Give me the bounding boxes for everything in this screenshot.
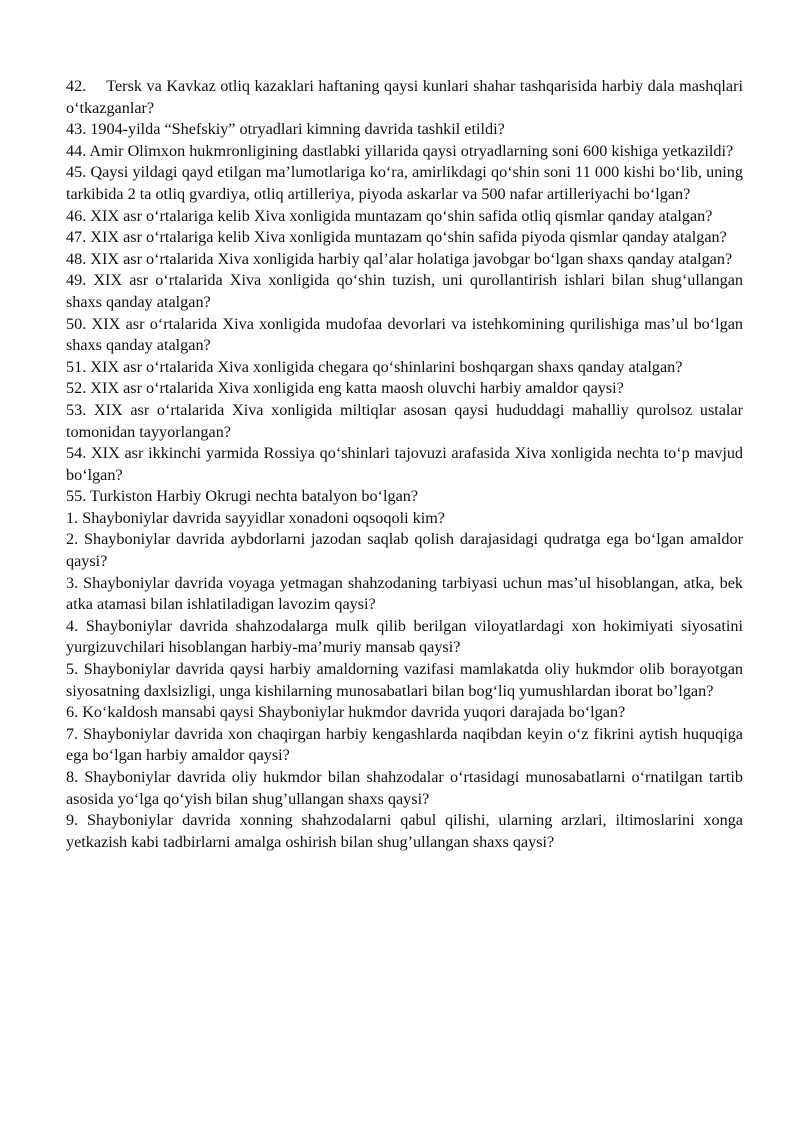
question-43 (66, 119, 743, 141)
question-51 (66, 357, 743, 379)
question-text: Shayboniylar davrida qaysi harbiy amaldorning vazifasi mamlakatda oliy hukmdor olib borayotgan siyosatning daxlsizligi, unga kishilarning munosabatlari bilan bogʻliq yumushlardan iborat boʼlgan? (66, 660, 743, 700)
question-text: Shayboniylar davrida aybdorlarni jazodan saqlab qolish darajasidagi qudratga ega boʻlgan amaldor qaysi? (66, 530, 743, 571)
question-number: 50. (66, 314, 87, 333)
question-2 (66, 529, 743, 572)
question-8 (66, 767, 743, 810)
question-number: 47. (66, 228, 87, 247)
question-number: 55. (66, 487, 87, 506)
question-7 (66, 724, 743, 767)
question-text: 1904-yilda “Shefskiy” otryadlari kimning davrida tashkil etildi? (90, 120, 505, 139)
question-text: Shayboniylar davrida voyaga yetmagan shahzodaning tarbiyasi uchun masʼul hisoblangan, atka, bek atka atamasi bilan ishlatiladigan lavozim qaysi? (66, 573, 744, 614)
question-number: 43. (66, 120, 87, 139)
question-number: 45. (66, 163, 87, 182)
question-text: Tersk va Kavkaz otliq kazaklari haftaning qaysi kunlari shahar tashqarisida harbiy dala mashqlari oʻtkazganlar? (66, 77, 743, 117)
question-48 (66, 249, 743, 271)
question-53 (66, 400, 743, 443)
question-text: XIX asr oʻrtalarida Xiva xonligida miltiqlar asosan qaysi hududdagi mahalliy qurolsoz ustalar tomonidan tayyorlangan? (66, 400, 743, 441)
question-text: XIX asr oʻrtalarida Xiva xonligida eng katta maosh oluvchi harbiy amaldor qaysi? (90, 379, 624, 398)
question-1 (66, 508, 743, 530)
question-number: 3. (66, 573, 79, 592)
question-47 (66, 227, 743, 249)
question-4 (66, 616, 743, 659)
question-number: 49. (66, 271, 87, 290)
question-text: XIX asr oʻrtalariga kelib Xiva xonligida muntazam qoʻshin safida otliq qismlar qanday atalgan? (90, 206, 713, 225)
question-number: 5. (66, 660, 79, 679)
question-number: 7. (66, 724, 79, 743)
question-text: XIX asr oʻrtalarida Xiva xonligida qoʻshin tuzish, uni qurollantirish ishlari bilan shugʻullangan shaxs qanday atalgan? (66, 271, 744, 311)
question-text: Qaysi yildagi qayd etilgan maʼlumotlariga koʻra, amirlikdagi qoʻshin soni 11 000 kishi boʻlib, uning tarkibida 2 ta otliq gvardiya, otliq artilleriya, piyoda askarlar va 500 nafar artilleriyachi boʻlgan? (66, 163, 743, 203)
question-6 (66, 702, 743, 724)
question-number: 1. (66, 508, 79, 527)
question-number: 6. (66, 703, 79, 722)
question-number: 42. (66, 77, 87, 95)
question-number: 48. (66, 249, 87, 268)
question-text: Shayboniylar davrida xonning shahzodalarni qabul qilishi, ularning arzlari, iltimoslarini xonga yetkazish kabi tadbirlarni amalga oshirish bilan shugʼullangan shaxs qaysi? (66, 811, 743, 851)
question-text: Koʻkaldosh mansabi qaysi Shayboniylar hukmdor davrida yuqori darajada boʻlgan? (82, 703, 626, 722)
question-49 (66, 270, 743, 313)
question-text: Shayboniylar davrida shahzodalarga mulk qilib berilgan viloyatlardagi xon hokimiyati siyosatini yurgizuvchilari hisoblangan harbiy-maʼmuriy mansab qaysi? (66, 616, 744, 657)
question-number: 52. (66, 379, 87, 398)
question-number: 4. (66, 616, 79, 635)
question-text: XIX asr oʻrtalarida Xiva xonligida chegara qoʻshinlarini boshqargan shaxs qanday atalgan? (90, 357, 683, 376)
question-text: XIX asr oʻrtalarida Xiva xonligida harbiy qalʼalar holatiga javobgar boʻlgan shaxs qanday atalgan? (90, 249, 733, 268)
question-number: 8. (66, 768, 79, 786)
question-text: Shayboniylar davrida oliy hukmdor bilan shahzodalar oʻrtasidagi munosabatlarni oʻrnatilgan tartib asosida yoʻlga qoʻyish bilan shugʼullangan shaxs qaysi? (66, 768, 743, 808)
question-text: Shayboniylar davrida xon chaqirgan harbiy kengashlarda naqibdan keyin oʻz fikrini aytish huquqiga ega boʻlgan harbiy amaldor qaysi? (66, 724, 743, 765)
document-page (66, 76, 743, 853)
question-text: Shayboniylar davrida sayyidlar xonadoni oqsoqoli kim? (82, 508, 445, 527)
question-number: 44. (66, 141, 87, 160)
question-number: 51. (66, 357, 87, 376)
question-text: XIX asr ikkinchi yarmida Rossiya qoʻshinlari tajovuzi arafasida Xiva xonligida nechta toʻp mavjud boʻlgan? (66, 444, 744, 484)
question-46 (66, 206, 743, 228)
question-number: 2. (66, 530, 79, 549)
question-9 (66, 810, 743, 853)
question-text: Amir Olimxon hukmronligining dastlabki yillarida qaysi otryadlarning soni 600 kishiga yetkazildi? (89, 141, 734, 160)
question-50 (66, 314, 743, 357)
question-number: 46. (66, 206, 87, 225)
question-3 (66, 573, 743, 616)
question-number: 54. (66, 444, 87, 463)
question-5 (66, 659, 743, 702)
question-number: 9. (66, 811, 79, 830)
question-number: 53. (66, 400, 87, 419)
question-text: XIX asr oʻrtalariga kelib Xiva xonligida muntazam qoʻshin safida piyoda qismlar qanday atalgan? (90, 228, 727, 247)
question-54 (66, 443, 743, 486)
question-44 (66, 141, 743, 163)
question-45 (66, 162, 743, 205)
question-55 (66, 486, 743, 508)
question-52 (66, 378, 743, 400)
question-42 (66, 76, 743, 119)
question-text: XIX asr oʻrtalarida Xiva xonligida mudofaa devorlari va istehkomining qurilishiga masʼul boʻlgan shaxs qanday atalgan? (66, 314, 744, 355)
question-text: Turkiston Harbiy Okrugi nechta batalyon boʻlgan? (90, 487, 419, 506)
